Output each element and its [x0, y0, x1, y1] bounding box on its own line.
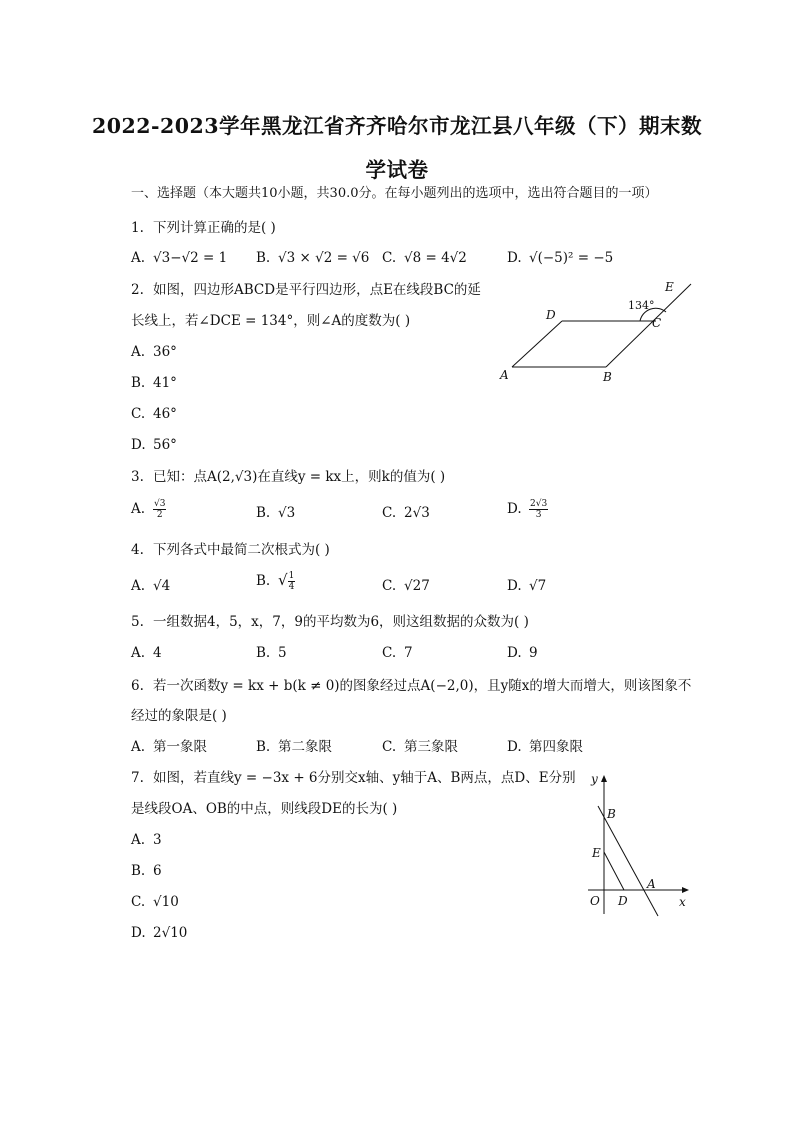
option-text: √27	[404, 578, 430, 594]
question-stem: 下列各式中最简二次根式为( )	[153, 542, 330, 558]
q6-option-c[interactable]: C. 第三象限	[382, 739, 458, 755]
question-number: 2.	[131, 282, 144, 298]
question-number: 4.	[131, 542, 144, 558]
option-text: √(−5)² = −5	[529, 250, 614, 266]
q5-option-d[interactable]: D. 9	[507, 645, 538, 661]
option-text: 9	[529, 645, 538, 661]
q3-option-d[interactable]: D. $\frac{2√3}{3}$	[507, 499, 548, 520]
q2-option-a[interactable]: A. 36°	[131, 344, 177, 360]
q2-option-d[interactable]: D. 56°	[131, 437, 177, 453]
q1-option-d[interactable]: D. √(−5)² = −5	[507, 250, 614, 266]
q7-option-a[interactable]: A. 3	[131, 832, 162, 848]
question-number: 1.	[131, 220, 144, 236]
q2-option-c[interactable]: C. 46°	[131, 406, 177, 422]
point-label-a: A	[647, 877, 656, 891]
q4-option-a[interactable]: A. √4	[131, 578, 171, 594]
question-4	[131, 540, 330, 560]
q3-option-a[interactable]: A. $\frac{√3}{2}$	[131, 499, 166, 520]
question-6-line-2: 经过的象限是( )	[131, 708, 227, 724]
option-text: √10	[153, 894, 179, 910]
question-number: 7.	[131, 770, 144, 786]
fraction: $\frac{√3}{2}$	[154, 499, 166, 520]
q1-option-c[interactable]: C. √8 = 4√2	[382, 250, 467, 266]
q7-option-b[interactable]: B. 6	[131, 863, 162, 879]
point-label-c: C	[652, 316, 662, 330]
option-text: 第二象限	[278, 739, 332, 755]
section-heading: 一、选择题（本大题共10小题，共30.0分。在每小题列出的选项中，选出符合题目的一项）	[131, 186, 658, 201]
fraction: $\frac{1}{4}$	[288, 571, 295, 592]
option-text: √4	[153, 578, 171, 594]
option-text: 第四象限	[529, 739, 583, 755]
q3-option-c[interactable]: C. 2√3	[382, 505, 430, 521]
option-text: √7	[529, 578, 547, 594]
q6-option-b[interactable]: B. 第二象限	[256, 739, 332, 755]
question-stem: 下列计算正确的是( )	[153, 220, 276, 236]
question-7	[131, 768, 576, 788]
point-label-e: E	[665, 280, 674, 294]
question-number: 3.	[131, 469, 144, 485]
q3-option-b[interactable]: B. √3	[256, 505, 296, 521]
option-text: √3	[278, 505, 296, 521]
q5-option-a[interactable]: A. 4	[131, 645, 162, 661]
q5-option-b[interactable]: B. 5	[256, 645, 287, 661]
option-text: 第三象限	[404, 739, 458, 755]
q4-option-d[interactable]: D. √7	[507, 578, 547, 594]
segment-de	[604, 852, 624, 890]
option-text: 46°	[153, 406, 177, 422]
q5-option-c[interactable]: C. 7	[382, 645, 413, 661]
question-stem-line-1: 若一次函数y = kx + b(k ≠ 0)的图象经过点A(−2,0)，且y随x的增大而增大，则该图象不	[153, 678, 692, 694]
side-ad	[512, 321, 562, 367]
line-bce	[606, 284, 691, 367]
question-stem: 已知：点A(2,√3)在直线y = kx上，则k的值为( )	[153, 469, 446, 485]
q2-option-b[interactable]: B. 41°	[131, 375, 177, 391]
option-text: 56°	[153, 437, 177, 453]
option-text: √8 = 4√2	[404, 250, 467, 266]
q1-option-b[interactable]: B. √3 × √2 = √6	[256, 250, 370, 266]
question-2-line-2: 长线上，若∠DCE = 134°，则∠A的度数为( )	[131, 313, 411, 329]
question-6	[131, 676, 691, 696]
point-label-b: B	[603, 370, 612, 384]
coordinate-figure	[582, 768, 694, 920]
option-text: 4	[153, 645, 162, 661]
fraction: $\frac{2√3}{3}$	[530, 499, 548, 520]
question-number: 6.	[131, 678, 144, 694]
title-line-2: 学试卷	[365, 158, 429, 182]
q6-option-d[interactable]: D. 第四象限	[507, 739, 583, 755]
option-text: 第一象限	[153, 739, 207, 755]
axis-label-x: x	[679, 895, 686, 909]
title-line-1: 2022-2023学年黑龙江省齐齐哈尔市龙江县八年级（下）期末数	[91, 114, 703, 138]
exam-title	[60, 104, 734, 192]
question-5	[131, 612, 529, 632]
question-stem-line-1: 如图，四边形ABCD是平行四边形，点E在线段BC的延	[153, 282, 481, 298]
q4-option-b[interactable]: B. √ $\frac{1}{4}$	[256, 571, 295, 592]
question-2	[131, 280, 481, 300]
q6-option-a[interactable]: A. 第一象限	[131, 739, 207, 755]
option-text: 5	[278, 645, 287, 661]
option-text: 41°	[153, 375, 177, 391]
line-ab	[598, 806, 658, 916]
option-text: 3	[153, 832, 162, 848]
option-text: √3 × √2 = √6	[278, 250, 370, 266]
point-label-a: A	[500, 368, 509, 382]
axis-label-y: y	[591, 772, 598, 786]
option-text: √3−√2 = 1	[153, 250, 228, 266]
parallelogram-figure	[494, 276, 700, 388]
origin-label: O	[590, 894, 600, 908]
option-text: 36°	[153, 344, 177, 360]
angle-label: 134°	[628, 299, 655, 312]
question-stem: 一组数据4，5，x，7，9的平均数为6，则这组数据的众数为( )	[153, 614, 529, 630]
question-stem-line-1: 如图，若直线y = −3x + 6分别交x轴、y轴于A、B两点，点D、E分别	[153, 770, 576, 786]
question-1	[131, 218, 276, 238]
point-label-d: D	[546, 308, 556, 322]
q4-option-c[interactable]: C. √27	[382, 578, 430, 594]
option-text: 7	[404, 645, 413, 661]
question-number: 5.	[131, 614, 144, 630]
option-text: 2√10	[153, 925, 188, 941]
option-text: 2√3	[404, 505, 430, 521]
option-text: 6	[153, 863, 162, 879]
point-label-e: E	[592, 846, 601, 860]
q7-option-d[interactable]: D. 2√10	[131, 925, 188, 941]
question-3	[131, 467, 445, 487]
question-7-line-2: 是线段OA、OB的中点，则线段DE的长为( )	[131, 801, 398, 817]
q1-option-a[interactable]: A. √3−√2 = 1	[131, 250, 228, 266]
q7-option-c[interactable]: C. √10	[131, 894, 179, 910]
point-label-d: D	[618, 894, 628, 908]
point-label-b: B	[607, 807, 616, 821]
